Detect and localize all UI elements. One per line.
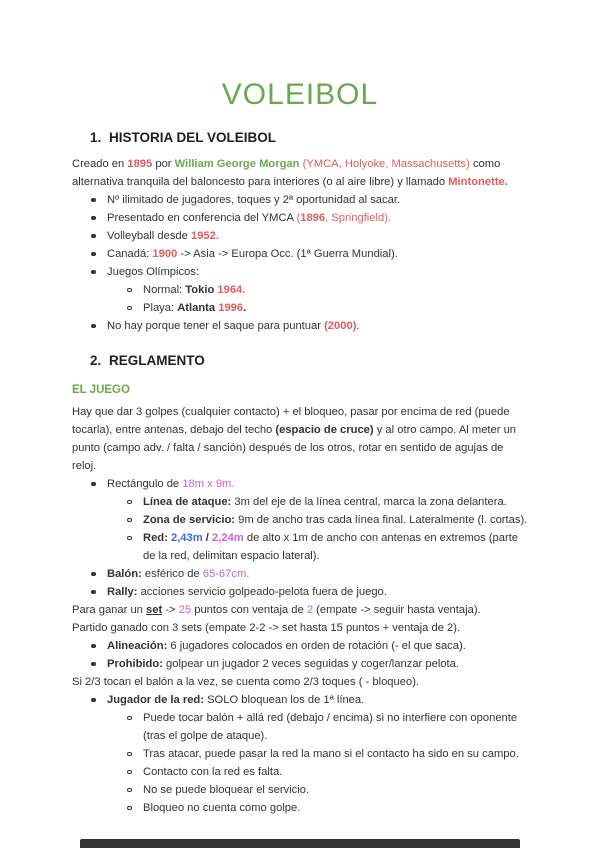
text-segment: , Springfield bbox=[325, 212, 385, 224]
bullet-item bbox=[72, 299, 528, 317]
text-segment: acciones servicio golpeado-pelota fuera de juego. bbox=[137, 586, 387, 598]
text-segment: / bbox=[202, 532, 213, 544]
text-segment: 65-67cm. bbox=[202, 568, 250, 580]
text-segment: golpear un jugador 2 veces seguidas y coger/lanzar pelota. bbox=[162, 658, 459, 670]
bullet-item bbox=[72, 209, 528, 227]
bullet-item bbox=[72, 565, 528, 583]
text-segment: ( bbox=[296, 212, 301, 224]
text-run bbox=[143, 784, 309, 796]
text-run bbox=[107, 586, 387, 598]
text-run bbox=[107, 266, 199, 278]
text-run bbox=[143, 748, 519, 760]
text-segment: Canadá: bbox=[107, 248, 153, 260]
bullet-item bbox=[72, 763, 528, 781]
text-run bbox=[72, 604, 481, 616]
bullet-item bbox=[72, 263, 528, 281]
text-segment: Playa: bbox=[143, 302, 178, 314]
text-segment: 6 jugadores colocados en orden de rotación (- el que saca). bbox=[167, 640, 466, 652]
text-segment: 2,43m bbox=[170, 532, 203, 544]
text-run bbox=[143, 514, 527, 526]
text-segment: Partido ganado con 3 sets (empate 2-2 -> set hasta 15 puntos + ventaja de 2). bbox=[72, 622, 461, 634]
text-run bbox=[143, 532, 518, 562]
text-segment: Para ganar un bbox=[72, 604, 147, 616]
text-segment: Bloqueo no cuenta como golpe. bbox=[143, 802, 301, 814]
bullet-marker bbox=[91, 644, 96, 649]
bullet-marker bbox=[91, 252, 96, 257]
text-segment: por bbox=[152, 158, 175, 170]
text-segment: Presentado en conferencia del YMCA bbox=[107, 212, 297, 224]
text-segment: Atlanta bbox=[177, 302, 219, 314]
text-segment: No se puede bloquear el servicio. bbox=[143, 784, 310, 796]
bullet-item bbox=[72, 583, 528, 601]
text-segment: 1964. bbox=[217, 284, 246, 296]
text-run bbox=[107, 478, 235, 490]
section-number: 2. bbox=[90, 353, 102, 368]
document-body bbox=[72, 129, 528, 817]
bullet-item bbox=[72, 655, 528, 673]
bullet-marker bbox=[127, 536, 132, 541]
text-run bbox=[72, 158, 508, 188]
bullet-marker bbox=[127, 306, 132, 311]
bullet-marker bbox=[91, 662, 96, 667]
bullet-item bbox=[72, 709, 528, 745]
text-segment: (2000) bbox=[324, 320, 357, 332]
text-segment: . bbox=[356, 320, 360, 332]
bullet-marker bbox=[127, 806, 132, 811]
text-run bbox=[107, 694, 364, 706]
bullet-item bbox=[72, 493, 528, 511]
subsection-heading: EL JUEGO bbox=[72, 384, 130, 396]
text-segment: Nº ilimitado de jugadores, toques y 2ª oportunidad al sacar. bbox=[107, 194, 401, 206]
text-segment: puntos con ventaja de bbox=[191, 604, 307, 616]
text-run bbox=[107, 640, 466, 652]
text-segment: como alternativa tranquila del baloncesto para interiores (o al aire libre) y llamado bbox=[72, 158, 501, 188]
text-segment: Juegos Olímpicos: bbox=[107, 266, 200, 278]
text-segment: -> Asia -> Europa Occ. (1ª Guerra Mundial). bbox=[177, 248, 398, 260]
bullet-marker bbox=[127, 518, 132, 523]
text-segment: 18m x 9m. bbox=[182, 478, 235, 490]
text-run bbox=[143, 302, 246, 314]
text-segment: Línea de ataque: bbox=[143, 496, 232, 508]
text-segment: 1896 bbox=[300, 212, 326, 224]
text-run bbox=[143, 712, 517, 742]
bullet-marker bbox=[91, 482, 96, 487]
bullet-marker bbox=[127, 716, 132, 721]
text-segment: Si 2/3 tocan el balón a la vez, se cuenta como 2/3 toques ( - bloqueo). bbox=[72, 676, 420, 688]
text-segment: Prohibido: bbox=[107, 658, 163, 670]
bullet-item bbox=[72, 511, 528, 529]
text-segment: 9m de ancho tras cada línea final. Lateralmente (l. cortas). bbox=[235, 514, 528, 526]
text-run bbox=[107, 320, 360, 332]
text-segment: Red: bbox=[143, 532, 171, 544]
next-page-edge bbox=[80, 839, 520, 848]
text-run bbox=[107, 194, 400, 206]
text-run bbox=[72, 406, 516, 472]
paragraph bbox=[72, 155, 528, 191]
bullet-item bbox=[72, 745, 528, 763]
section-title: HISTORIA DEL VOLEIBOL bbox=[109, 130, 277, 145]
bullet-marker bbox=[91, 324, 96, 329]
bullet-item bbox=[72, 637, 528, 655]
text-run bbox=[107, 212, 391, 224]
text-segment: 1895 bbox=[127, 158, 153, 170]
section-heading bbox=[72, 352, 528, 369]
text-run bbox=[143, 766, 282, 778]
text-run bbox=[107, 230, 219, 242]
bullet-item bbox=[72, 781, 528, 799]
text-run bbox=[143, 284, 245, 296]
text-segment: 2 bbox=[306, 604, 314, 616]
text-segment: No hay porque tener el saque para puntuar bbox=[107, 320, 325, 332]
text-segment: Hay que dar 3 golpes (cualquier contacto) + el bloqueo, pasar por encima de red (puede tocarla), entre antenas, debajo del techo bbox=[72, 406, 510, 436]
paragraph bbox=[72, 673, 528, 691]
paragraph bbox=[72, 601, 528, 619]
text-segment: Mintonette. bbox=[448, 176, 508, 188]
bullet-item bbox=[72, 799, 528, 817]
text-segment: Volleyball desde bbox=[107, 230, 191, 242]
text-segment: -> bbox=[162, 604, 179, 616]
bullet-item bbox=[72, 691, 528, 709]
text-segment: de alto x 1m de ancho con antenas en extremos (parte de la red, delimitan espacio lateral). bbox=[143, 532, 519, 562]
bullet-marker bbox=[127, 788, 132, 793]
text-segment: 1900 bbox=[152, 248, 178, 260]
paragraph bbox=[72, 403, 528, 475]
bullet-item bbox=[72, 529, 528, 565]
text-segment: (espacio de cruce) bbox=[275, 424, 374, 436]
text-segment: Balón: bbox=[107, 568, 142, 580]
text-segment: Normal: bbox=[143, 284, 186, 296]
bullet-item bbox=[72, 227, 528, 245]
bullet-item bbox=[72, 245, 528, 263]
text-segment: (empate -> seguir hasta ventaja). bbox=[313, 604, 481, 616]
text-segment: . bbox=[243, 302, 247, 314]
text-segment: Zona de servicio: bbox=[143, 514, 236, 526]
bullet-item bbox=[72, 475, 528, 493]
bullet-marker bbox=[91, 216, 96, 221]
text-segment: Puede tocar balón + allá red (debajo / encima) si no interfiere con oponente (tras el golpe de ataque). bbox=[143, 712, 518, 742]
bullet-item bbox=[72, 191, 528, 209]
text-run bbox=[107, 658, 459, 670]
text-run bbox=[72, 676, 419, 688]
text-segment: ). bbox=[384, 212, 392, 224]
bullet-marker bbox=[91, 198, 96, 203]
text-segment: William George Morgan bbox=[174, 158, 300, 170]
text-run bbox=[143, 496, 507, 508]
section-title: REGLAMENTO bbox=[109, 353, 205, 368]
bullet-marker bbox=[91, 572, 96, 577]
bullet-marker bbox=[91, 590, 96, 595]
text-segment: Alineación: bbox=[107, 640, 168, 652]
text-run bbox=[107, 248, 398, 260]
bullet-item bbox=[72, 281, 528, 299]
text-segment: 1996 bbox=[218, 302, 244, 314]
document-title: VOLEIBOL bbox=[221, 78, 379, 111]
text-segment: 3m del eje de la línea central, marca la zona delantera. bbox=[231, 496, 507, 508]
bullet-marker bbox=[91, 698, 96, 703]
section-heading bbox=[72, 129, 528, 146]
text-segment: 2,24m bbox=[212, 532, 244, 544]
document-content bbox=[0, 129, 600, 817]
text-segment: (YMCA, Holyoke, Massachusetts) bbox=[302, 158, 470, 170]
bullet-marker bbox=[127, 500, 132, 505]
text-run bbox=[72, 622, 460, 634]
text-segment: set bbox=[146, 604, 163, 616]
text-run bbox=[143, 802, 300, 814]
bullet-marker bbox=[91, 270, 96, 275]
text-segment: y al otro campo. Al meter un punto (campo adv. / falta / sanción) después de los otros, rotar en sentido de agujas de reloj. bbox=[72, 424, 517, 472]
bullet-marker bbox=[127, 288, 132, 293]
bullet-marker bbox=[127, 752, 132, 757]
text-segment: Rally: bbox=[107, 586, 138, 598]
text-run bbox=[107, 568, 249, 580]
bullet-item bbox=[72, 317, 528, 335]
bullet-marker bbox=[127, 770, 132, 775]
text-segment: 1952. bbox=[190, 230, 219, 242]
text-segment: Creado en bbox=[72, 158, 128, 170]
text-segment: Rectángulo de bbox=[107, 478, 183, 490]
text-segment: Tokio bbox=[185, 284, 218, 296]
bullet-marker bbox=[91, 234, 96, 239]
text-segment: esférico de bbox=[141, 568, 203, 580]
text-segment: Tras atacar, puede pasar la red la mano si el contacto ha sido en su campo. bbox=[143, 748, 519, 760]
section-number: 1. bbox=[90, 130, 102, 145]
text-segment: SOLO bloquean los de 1ª línea. bbox=[203, 694, 365, 706]
text-segment: Contacto con la red es falta. bbox=[143, 766, 283, 778]
text-segment: 25 bbox=[178, 604, 192, 616]
text-segment: Jugador de la red: bbox=[107, 694, 204, 706]
paragraph bbox=[72, 619, 528, 637]
